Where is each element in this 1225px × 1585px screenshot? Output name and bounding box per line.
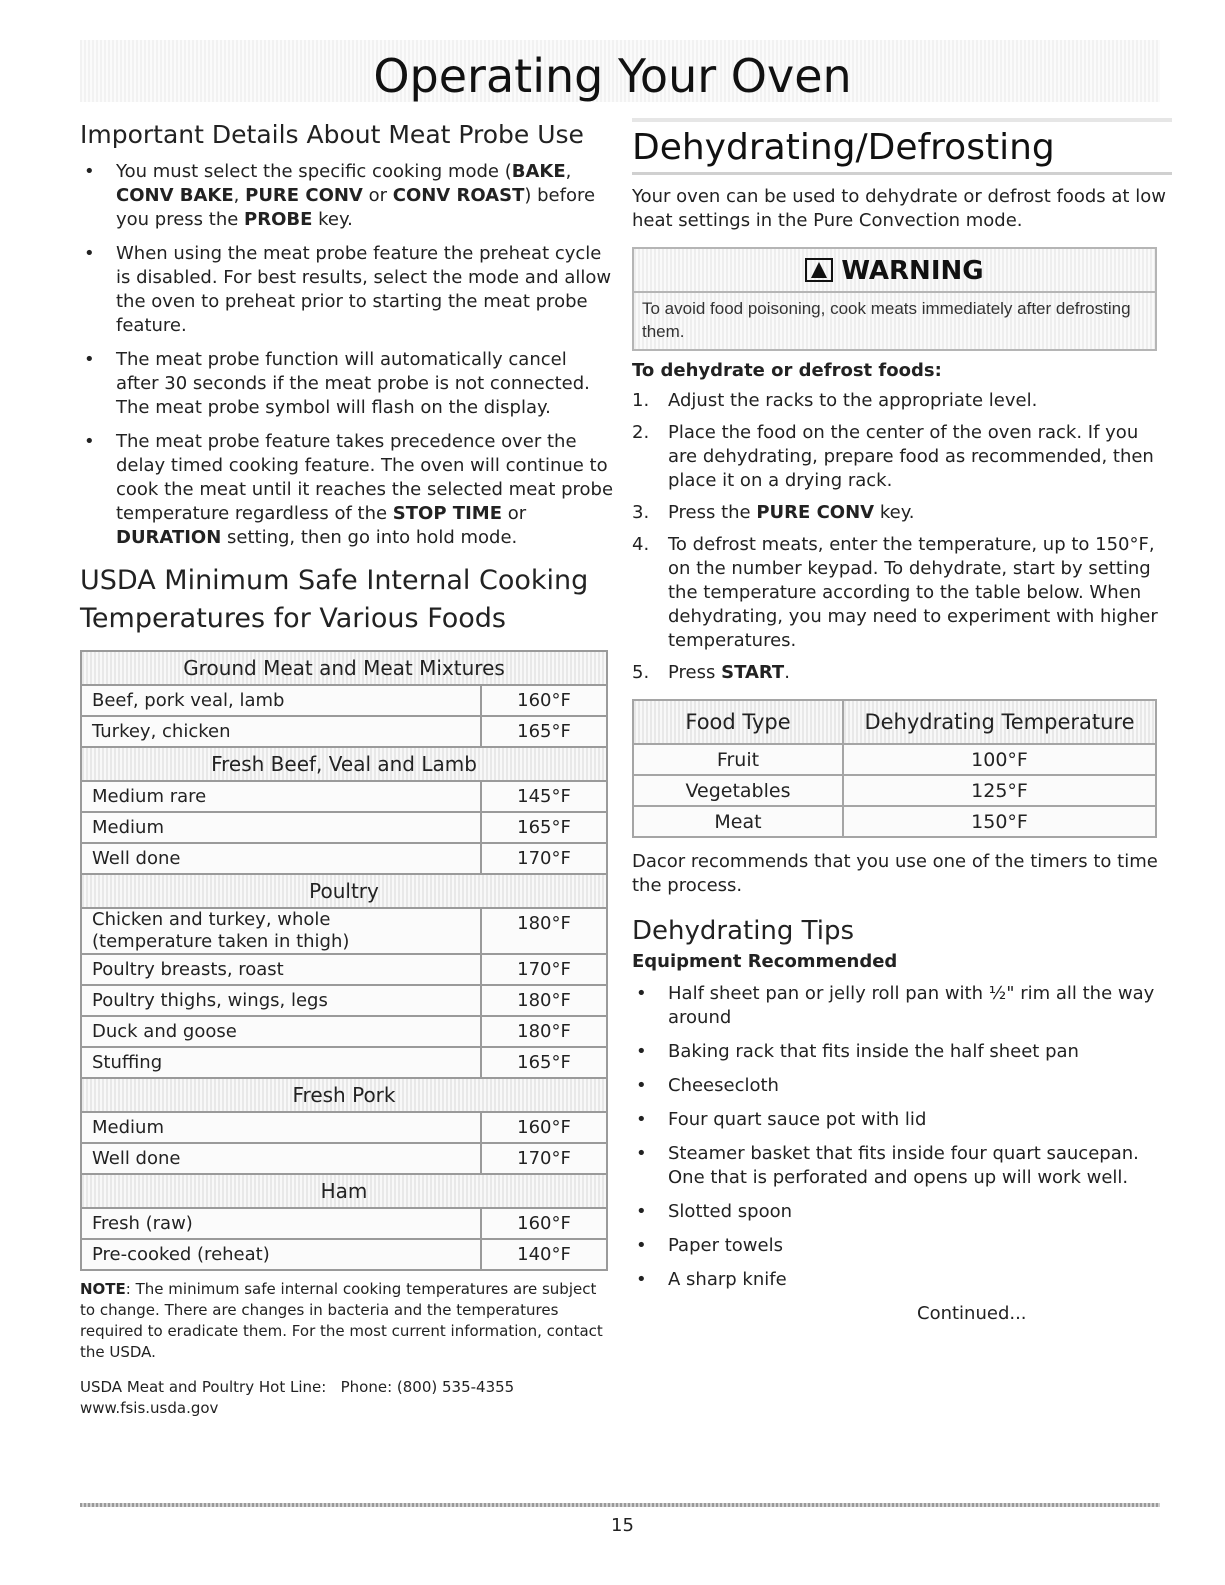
- usda-hotline: USDA Meat and Poultry Hot Line: Phone: (800) 535-4355 www.fsis.usda.gov: [80, 1377, 615, 1419]
- warning-header: WARNING: [634, 249, 1155, 293]
- table-row: Pre-cooked (reheat) 140°F: [81, 1239, 607, 1270]
- table-row: Poultry thighs, wings, legs 180°F: [81, 985, 607, 1016]
- list-item: • Paper towels: [632, 1234, 1172, 1258]
- table-category-row: Ham: [81, 1174, 607, 1208]
- probe-heading: Important Details About Meat Probe Use: [80, 120, 584, 149]
- list-item: • When using the meat probe feature the preheat cycle is disabled. For best results, select the mode and allow the oven to preheat prior to starting the meat probe feature.: [80, 242, 615, 338]
- list-item: 4. To defrost meats, enter the temperature, up to 150°F, on the number keypad. To dehydrate, start by setting the temperature according to the table below. When dehydrating, you may need to experiment with higher temperatures.: [632, 534, 1158, 651]
- warning-text: To avoid food poisoning, cook meats immediately after defrosting them.: [642, 299, 1131, 341]
- list-item: • A sharp knife: [632, 1268, 1172, 1292]
- warning-box: [632, 247, 1157, 351]
- steps-heading: To dehydrate or defrost foods:: [632, 360, 942, 381]
- list-item: • Steamer basket that fits inside four quart saucepan. One that is perforated and opens up will work well.: [632, 1142, 1172, 1190]
- footer-rule: [80, 1503, 1160, 1507]
- list-item: • Four quart sauce pot with lid: [632, 1108, 1172, 1132]
- probe-bullets: [80, 160, 615, 550]
- table-row: Well done 170°F: [81, 843, 607, 874]
- page-number: 15: [611, 1515, 634, 1536]
- usda-heading: USDA Minimum Safe Internal Cooking Temperatures for Various Foods: [80, 565, 589, 634]
- table-row: Duck and goose 180°F: [81, 1016, 607, 1047]
- dehydrating-temperature-table: [632, 699, 1157, 838]
- left-column: [80, 118, 615, 1419]
- table-header-row: Food Type Dehydrating Temperature: [633, 700, 1156, 744]
- table-row: Beef, pork veal, lamb 160°F: [81, 685, 607, 716]
- dehydrate-steps: [632, 389, 1172, 685]
- table-row: Fruit 100°F: [633, 744, 1156, 775]
- list-item: • You must select the specific cooking mode (BAKE, CONV BAKE, PURE CONV or CONV ROAST) before you press the PROBE key.: [80, 160, 615, 232]
- list-item: • Baking rack that fits inside the half sheet pan: [632, 1040, 1172, 1064]
- tips-heading: Dehydrating Tips: [632, 916, 855, 946]
- table-row: Medium 160°F: [81, 1112, 607, 1143]
- list-item: 3. Press the PURE CONV key.: [632, 502, 915, 523]
- table-category-row: Fresh Pork: [81, 1078, 607, 1112]
- table-row: Vegetables 125°F: [633, 775, 1156, 806]
- table-row: Fresh (raw) 160°F: [81, 1208, 607, 1239]
- table-row: Turkey, chicken 165°F: [81, 716, 607, 747]
- right-column: [632, 118, 1172, 1326]
- table-row: Stuffing 165°F: [81, 1047, 607, 1078]
- equipment-list: [632, 982, 1172, 1292]
- list-item: 1. Adjust the racks to the appropriate level.: [632, 390, 1038, 411]
- table-row: Well done 170°F: [81, 1143, 607, 1174]
- usda-website: www.fsis.usda.gov: [80, 1399, 219, 1417]
- table-row: Chicken and turkey, whole (temperature taken in thigh) 180°F: [81, 908, 607, 954]
- table-category-row: Ground Meat and Meat Mixtures: [81, 651, 607, 685]
- list-item: 5. Press START.: [632, 662, 790, 683]
- table-row: Medium rare 145°F: [81, 781, 607, 812]
- list-item: • The meat probe feature takes precedence over the delay timed cooking feature. The oven will continue to cook the meat until it reaches the selected meat probe temperature regardless of the STOP TIME or DURATION setting, then go into hold mode.: [80, 430, 615, 550]
- warning-triangle-icon: [805, 258, 833, 282]
- list-item: 2. Place the food on the center of the oven rack. If you are dehydrating, prepare food as recommended, then place it on a drying rack.: [632, 422, 1154, 491]
- table-row: Medium 165°F: [81, 812, 607, 843]
- table-category-row: Poultry: [81, 874, 607, 908]
- usda-temperature-table: [80, 650, 608, 1271]
- usda-note: NOTE: The minimum safe internal cooking temperatures are subject to change. There are changes in bacteria and the temperatures required to eradicate them. For the most current information, contact the USDA.: [80, 1280, 603, 1361]
- table-row: Meat 150°F: [633, 806, 1156, 837]
- list-item: • Cheesecloth: [632, 1074, 1172, 1098]
- dehydrating-intro: Your oven can be used to dehydrate or defrost foods at low heat settings in the Pure Convection mode.: [632, 186, 1166, 231]
- page-title: Operating Your Oven: [373, 49, 852, 103]
- equipment-subheading: Equipment Recommended: [632, 951, 898, 972]
- table-row: Poultry breasts, roast 170°F: [81, 954, 607, 985]
- timer-recommendation: Dacor recommends that you use one of the timers to time the process.: [632, 851, 1158, 896]
- table-category-row: Fresh Beef, Veal and Lamb: [81, 747, 607, 781]
- list-item: • Slotted spoon: [632, 1200, 1172, 1224]
- list-item: • Half sheet pan or jelly roll pan with ½" rim all the way around: [632, 982, 1172, 1030]
- continued-label: Continued...: [917, 1303, 1027, 1324]
- dehydrating-heading: Dehydrating/Defrosting: [632, 118, 1172, 175]
- list-item: • The meat probe function will automatically cancel after 30 seconds if the meat probe is not connected. The meat probe symbol will flash on the display.: [80, 348, 615, 420]
